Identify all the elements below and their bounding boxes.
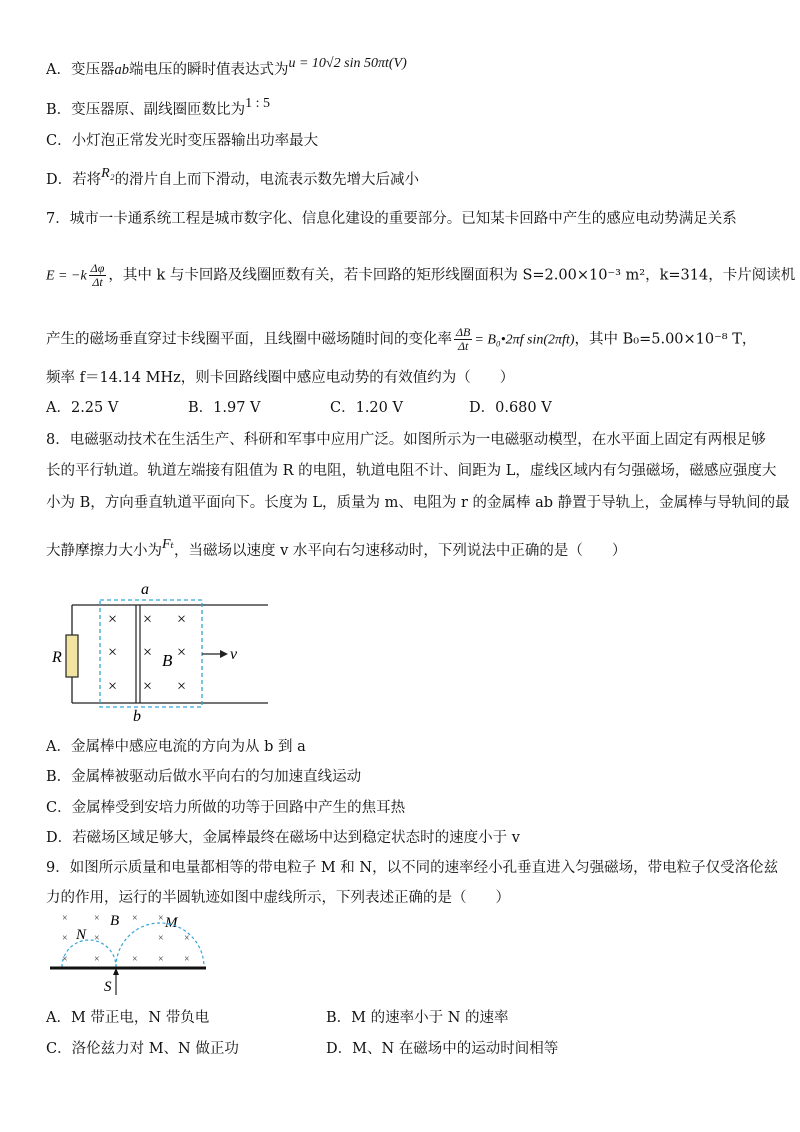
q8-option-b: B．金属棒被驱动后做水平向右的匀加速直线运动 — [46, 769, 362, 785]
q8-cross: × — [177, 611, 187, 628]
q9-trajectory-N — [62, 940, 116, 967]
q6-option-d-var: R₂ — [101, 166, 115, 181]
q9-cross: × — [132, 913, 138, 924]
q6-option-d — [46, 166, 420, 191]
q9-stem-line2: 力的作用，运行的半圆轨迹如图中虚线所示，下列表述正确的是（ ） — [46, 890, 510, 906]
q6-option-d-text2: 的滑片自上而下滑动，电流表示数先增大后减小 — [114, 172, 420, 188]
q9-option-d: D．M、N 在磁场中的运动时间相等 — [326, 1041, 559, 1057]
q9-label-B: B — [110, 913, 120, 929]
q7-options — [46, 398, 646, 418]
q8-label-v: v — [230, 646, 238, 663]
q6-option-a-var: ab — [114, 62, 129, 78]
q7-option-d: D．0.680 V — [469, 400, 552, 416]
q6-option-b-ratio: 1 : 5 — [245, 96, 271, 111]
q7-fraction-dphi-dt — [89, 262, 107, 289]
q8-stem-line4-text2: ，当磁场以速度 v 水平向右匀速移动时，下列说法中正确的是（ ） — [174, 543, 627, 559]
q9-cross: × — [94, 954, 100, 965]
q9-option-a: A．M 带正电，N 带负电 — [46, 1010, 210, 1026]
q8-label-a: a — [141, 581, 149, 598]
q6-option-d-text: D．若将 — [46, 172, 102, 188]
q7-stem-line3-text2: ，其中 B₀=5.00×10⁻⁸ T， — [574, 331, 757, 348]
q7-frac-den: Δt — [92, 275, 103, 289]
q8-cross: × — [143, 611, 153, 628]
q7-stem-line3 — [46, 326, 756, 353]
q9-cross: × — [62, 933, 68, 944]
q8-stem-line2: 长的平行轨道。轨道左端接有阻值为 R 的电阻，轨道电阻不计、间距为 L，虚线区域内有匀强磁场，磁感应强度大 — [46, 463, 777, 479]
q7-stem-line3-text1: 产生的磁场垂直穿过卡线圈平面，且线圈中磁场随时间的变化率 — [46, 331, 452, 348]
q7-fraction-db-dt — [454, 326, 472, 353]
q9-stem-line1: 9．如图所示质量和电量都相等的带电粒子 M 和 N，以不同的速率经小孔垂直进入匀强磁场，带电粒子仅受洛伦兹 — [46, 860, 779, 876]
q8-label-B: B — [162, 651, 173, 670]
q7-stem-line4: 频率 f＝14.14 MHz，则卡回路线圈中感应电动势的有效值约为（ ） — [46, 370, 515, 386]
q8-stem-line4 — [46, 537, 627, 562]
q8-cross: × — [143, 678, 153, 695]
q8-stem-line1: 8．电磁驱动技术在生活生产、科研和军事中应用广泛。如图所示为一电磁驱动模型，在水平面上固定有两根足够 — [46, 432, 766, 448]
q9-cross: × — [184, 954, 190, 965]
q7-formula-rate: = B₀•2πf sin(2πft) — [474, 332, 575, 348]
q8-friction-var: Fₜ — [162, 537, 175, 552]
q7-stem-line2-text: ，其中 k 与卡回路及线圈匝数有关，若卡回路的矩形线圈面积为 S=2.00×10⁻³ m²，k=314，卡片阅读机 — [108, 267, 796, 284]
q8-option-d: D．若磁场区域足够大，金属棒最终在磁场中达到稳定状态时的速度小于 v — [46, 830, 520, 846]
q8-option-c: C．金属棒受到安培力所做的功等于回路中产生的焦耳热 — [46, 800, 406, 816]
q8-cross: × — [108, 678, 118, 695]
q8-stem-line4-text1: 大静摩擦力大小为 — [46, 543, 162, 559]
q9-cross: × — [158, 913, 164, 924]
q7-option-b: B．1.97 V — [188, 400, 261, 416]
q6-option-a — [46, 56, 407, 81]
q8-cross: × — [108, 611, 118, 628]
q7-option-c: C．1.20 V — [330, 400, 403, 416]
q8-field-crosses — [108, 611, 186, 695]
q8-option-a: A．金属棒中感应电流的方向为从 b 到 a — [46, 739, 306, 755]
q9-label-M: M — [165, 915, 178, 931]
q6-option-b-text: B．变压器原、副线圈匝数比为 — [46, 102, 246, 118]
q9-cross: × — [132, 954, 138, 965]
q8-velocity-arrowhead — [220, 650, 228, 658]
q8-resistor — [66, 635, 78, 677]
q8-stem-line3: 小为 B，方向垂直轨道平面向下。长度为 L，质量为 m、电阻为 r 的金属棒 ab 静置于导轨上，金属棒与导轨间的最 — [46, 495, 790, 511]
q8-cross: × — [108, 644, 118, 661]
q9-cross: × — [158, 933, 164, 944]
q8-figure-rail-circuit — [40, 575, 280, 725]
q7-stem-line1: 7．城市一卡通系统工程是城市数字化、信息化建设的重要部分。已知某卡回路中产生的感应电动势满足关系 — [46, 211, 737, 227]
q9-option-b: B．M 的速率小于 N 的速率 — [326, 1010, 509, 1026]
q9-label-N: N — [76, 927, 87, 943]
q9-cross: × — [94, 933, 100, 944]
q9-cross: × — [62, 954, 68, 965]
q7-formula-lhs: E = −k — [46, 268, 87, 284]
q7-option-a: A．2.25 V — [46, 400, 119, 416]
q7-stem-line2 — [46, 262, 795, 289]
q7-frac3-den: Δt — [457, 339, 469, 353]
q9-option-c: C．洛伦兹力对 M、N 做正功 — [46, 1041, 239, 1057]
q6-option-a-text: A．变压器 — [46, 62, 115, 78]
q9-cross: × — [184, 933, 190, 944]
q9-cross: × — [158, 954, 164, 965]
q6-option-c: C．小灯泡正常发光时变压器输出功率最大 — [46, 133, 319, 149]
q8-label-b: b — [133, 708, 141, 725]
q9-cross: × — [94, 913, 100, 924]
q8-cross: × — [143, 644, 153, 661]
q8-cross: × — [177, 678, 187, 695]
q9-figure-semicircles — [44, 905, 214, 997]
q9-label-S: S — [104, 979, 112, 995]
q8-cross: × — [177, 644, 187, 661]
q7-frac-num: Δφ — [90, 261, 105, 275]
q7-frac3-num: ΔB — [456, 325, 471, 339]
q8-label-R: R — [52, 649, 62, 666]
q6-option-b — [46, 96, 271, 121]
q9-cross: × — [62, 913, 68, 924]
q6-option-a-text2: 端电压的瞬时值表达式为 — [128, 62, 289, 78]
q6-option-a-formula: u = 10√2 sin 50πt(V) — [288, 56, 407, 71]
